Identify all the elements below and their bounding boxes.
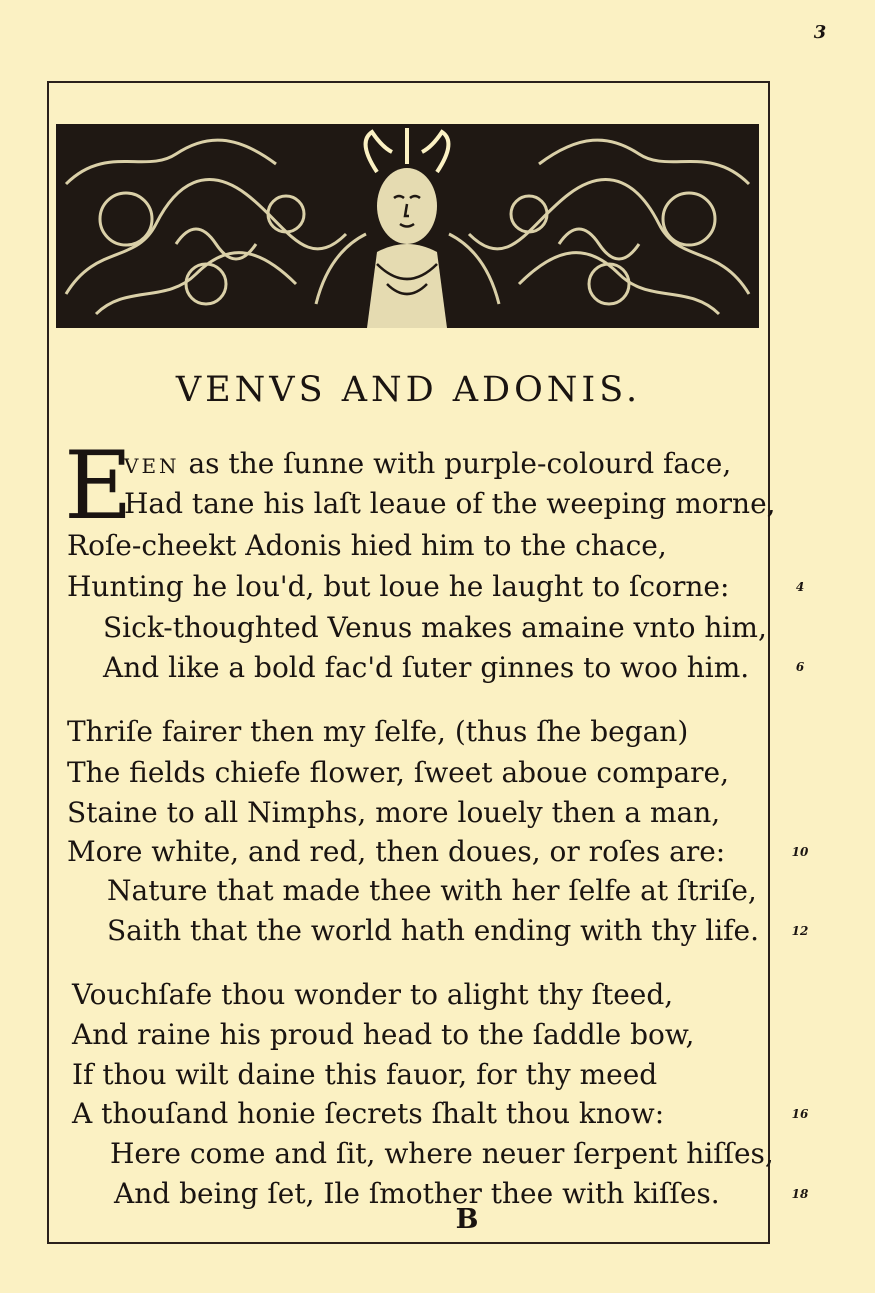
verse-line-6: And like a bold fac'd ſuter ginnes to woo him.	[103, 651, 750, 684]
first-line-text: as the ſunne with purple-colourd face,	[179, 447, 732, 480]
verse-line-18: And being ſet, Ile ſmother thee with kiſſes.	[114, 1177, 720, 1210]
verse-line-14: And raine his proud head to the ſaddle bow,	[72, 1018, 695, 1051]
drop-cap: E	[64, 432, 133, 541]
verse-line-15: If thou wilt daine this fauor, for thy meed	[72, 1058, 658, 1091]
line-number-12: 12	[791, 924, 809, 938]
page-number: 3	[813, 22, 827, 43]
line-number-18: 18	[791, 1187, 809, 1201]
line-number-16: 16	[791, 1107, 809, 1121]
verse-line-10: More white, and red, then doues, or roſes are:	[67, 835, 726, 868]
verse-line-3: Roſe-cheekt Adonis hied him to the chace,	[67, 529, 667, 562]
line-number-10: 10	[791, 845, 809, 859]
verse-line-4: Hunting he lou'd, but loue he laught to ſcorne:	[67, 570, 730, 603]
verse-line-17: Here come and ſit, where neuer ſerpent hiſſes,	[110, 1137, 774, 1170]
verse-line-12: Saith that the world hath ending with thy life.	[107, 914, 759, 947]
verse-line-16: A thouſand honie ſecrets ſhalt thou know:	[72, 1097, 665, 1130]
line-number-6: 6	[795, 660, 805, 674]
ornamental-headpiece	[56, 124, 759, 328]
poem-title: VENVS AND ADONIS.	[175, 370, 642, 410]
verse-line-9: Staine to all Nimphs, more louely then a man,	[67, 796, 721, 829]
verse-line-1	[124, 446, 731, 484]
signature-mark: B	[455, 1204, 479, 1235]
verse-line-8: The fields chiefe flower, ſweet aboue compare,	[67, 756, 729, 789]
line-number-4: 4	[795, 580, 805, 594]
verse-line-7: Thriſe fairer then my ſelfe, (thus ſhe began)	[67, 715, 689, 748]
smallcaps-opening: VEN	[124, 454, 180, 478]
verse-line-11: Nature that made thee with her ſelfe at ſtriſe,	[107, 874, 757, 907]
verse-line-13: Vouchſafe thou wonder to alight thy ſteed,	[72, 978, 674, 1011]
verse-line-2: Had tane his laſt leaue of the weeping morne,	[124, 487, 776, 520]
verse-line-5: Sick-thoughted Venus makes amaine vnto him,	[103, 611, 767, 644]
